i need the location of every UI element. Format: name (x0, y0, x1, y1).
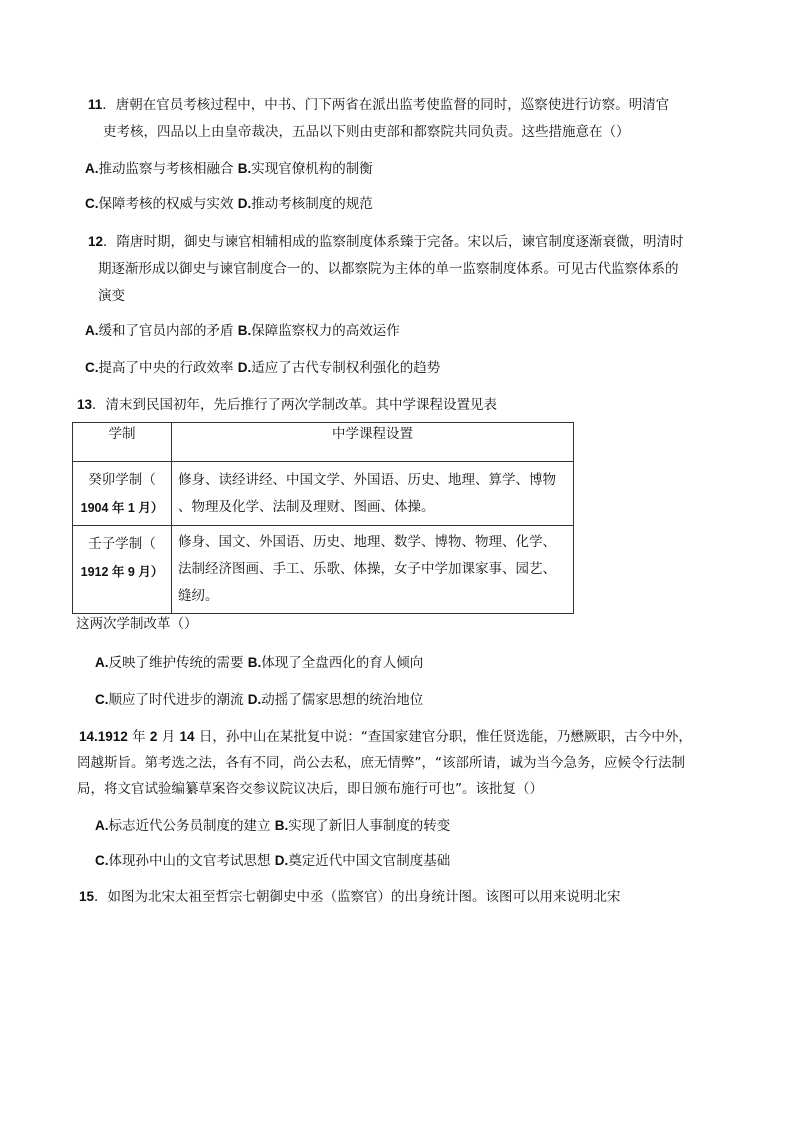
q13-stem-line1: 13．清末到民国初年，先后推行了两次学制改革。其中学课程设置见表 (77, 397, 498, 413)
q14-stem-line2: 罔越斯旨。第考选之法，各有不同，尚公去私，庶无情弊”，“该部所请，诚为当今急务，应候令行法制 (77, 755, 685, 771)
q11-option-b[interactable]: 实现官僚机构的制衡 (251, 161, 373, 177)
q14-option-b[interactable]: 实现了新旧人事制度的转变 (288, 818, 451, 834)
q14-options-ab: A.标志近代公务员制度的建立 B.实现了新旧人事制度的转变 (95, 818, 451, 834)
q14-stem-line1: 14.1912 年 2 月 14 日，孙中山在某批复中说：“查国家建官分职，惟任贤选能，乃懋厥职，古今中外， (79, 729, 692, 745)
table-header-row (73, 423, 574, 462)
q13-option-c[interactable]: 顺应了时代进步的潮流 (108, 692, 244, 708)
q11-stem-line2: 吏考核，四品以上由皇帝裁决，五品以下则由吏部和都察院共同负责。这些措施意在（） (103, 124, 630, 140)
q12-option-d[interactable]: 适应了古代专制权利强化的趋势 (251, 360, 441, 376)
q13-options-ab: A.反映了维护传统的需要 B.体现了全盘西化的育人倾向 (95, 655, 424, 671)
table-cell-system: 癸卯学制（ 1904 年 1 月） (73, 462, 172, 526)
q13-option-a[interactable]: 反映了维护传统的需要 (108, 655, 244, 671)
q14-number: 14. (79, 729, 98, 744)
q15-number: 15 (79, 889, 95, 904)
q11-option-a[interactable]: 推动监察与考核相融合 (98, 161, 234, 177)
q14-option-c[interactable]: 体现孙中山的文官考试思想 (108, 853, 271, 869)
q13-option-d[interactable]: 动摇了儒家思想的统治地位 (261, 692, 424, 708)
q15-stem-line1: 15．如图为北宋太祖至哲宗七朝御史中丞（监察官）的出身统计图。该图可以用来说明北宋 (79, 889, 621, 905)
q12-options-ab: A.缓和了官员内部的矛盾 B.保障监察权力的高效运作 (85, 323, 400, 339)
q13-stem-tail: 这两次学制改革（） (76, 616, 198, 632)
q12-option-c[interactable]: 提高了中央的行政效率 (98, 360, 234, 376)
q12-options-cd: C.提高了中央的行政效率 D.适应了古代专制权利强化的趋势 (85, 360, 441, 376)
q11-options-cd: C.保障考核的权威与实效 D.推动考核制度的规范 (85, 196, 373, 212)
table-header-system: 学制 (73, 423, 172, 462)
q12-stem-line1: 12．隋唐时期，御史与谏官相辅相成的监察制度体系臻于完备。宋以后，谏官制度逐渐衰微，明清时 (88, 234, 684, 250)
q14-options-cd: C.体现孙中山的文官考试思想 D.奠定近代中国文官制度基础 (95, 853, 451, 869)
q13-option-b[interactable]: 体现了全盘西化的育人倾向 (261, 655, 424, 671)
q12-stem-line3: 演变 (98, 288, 125, 304)
q12-stem-line2: 期逐渐形成以御史与谏官制度合一的、以都察院为主体的单一监察制度体系。可见古代监察体系的 (98, 261, 679, 277)
q11-stem-line1: 11．唐朝在官员考核过程中，中书、门下两省在派出监考使监督的同时，巡察使进行访察。明清官 (88, 97, 670, 113)
q13-number: 13 (77, 397, 93, 412)
q12-option-a[interactable]: 缓和了官员内部的矛盾 (98, 323, 234, 339)
q14-option-a[interactable]: 标志近代公务员制度的建立 (108, 818, 271, 834)
q11-options-ab: A.推动监察与考核相融合 B.实现官僚机构的制衡 (85, 161, 373, 177)
table-header-courses: 中学课程设置 (172, 423, 574, 462)
table-row (73, 526, 574, 614)
q11-option-c[interactable]: 保障考核的权威与实效 (98, 196, 234, 212)
table-row (73, 462, 574, 526)
q11-number: 11 (88, 97, 103, 112)
q14-option-d[interactable]: 奠定近代中国文官制度基础 (288, 853, 451, 869)
q12-number: 12 (88, 234, 104, 249)
q13-options-cd: C.顺应了时代进步的潮流 D.动摇了儒家思想的统治地位 (95, 692, 424, 708)
q11-option-d[interactable]: 推动考核制度的规范 (251, 196, 373, 212)
table-cell-system: 壬子学制（ 1912 年 9 月） (73, 526, 172, 614)
table-cell-courses: 修身、读经讲经、中国文学、外国语、历史、地理、算学、博物 、物理及化学、法制及理财、图画、体操。 (172, 462, 574, 526)
q14-stem-line3: 局，将文官试验编纂草案咨交参议院议决后，即日颁布施行可也”。该批复（） (77, 781, 543, 797)
table-cell-courses: 修身、国文、外国语、历史、地理、数学、博物、物理、化学、 法制经济图画、手工、乐歌、体操，女子中学加课家事、园艺、 缝纫。 (172, 526, 574, 614)
q12-option-b[interactable]: 保障监察权力的高效运作 (251, 323, 400, 339)
curriculum-table (72, 422, 574, 614)
